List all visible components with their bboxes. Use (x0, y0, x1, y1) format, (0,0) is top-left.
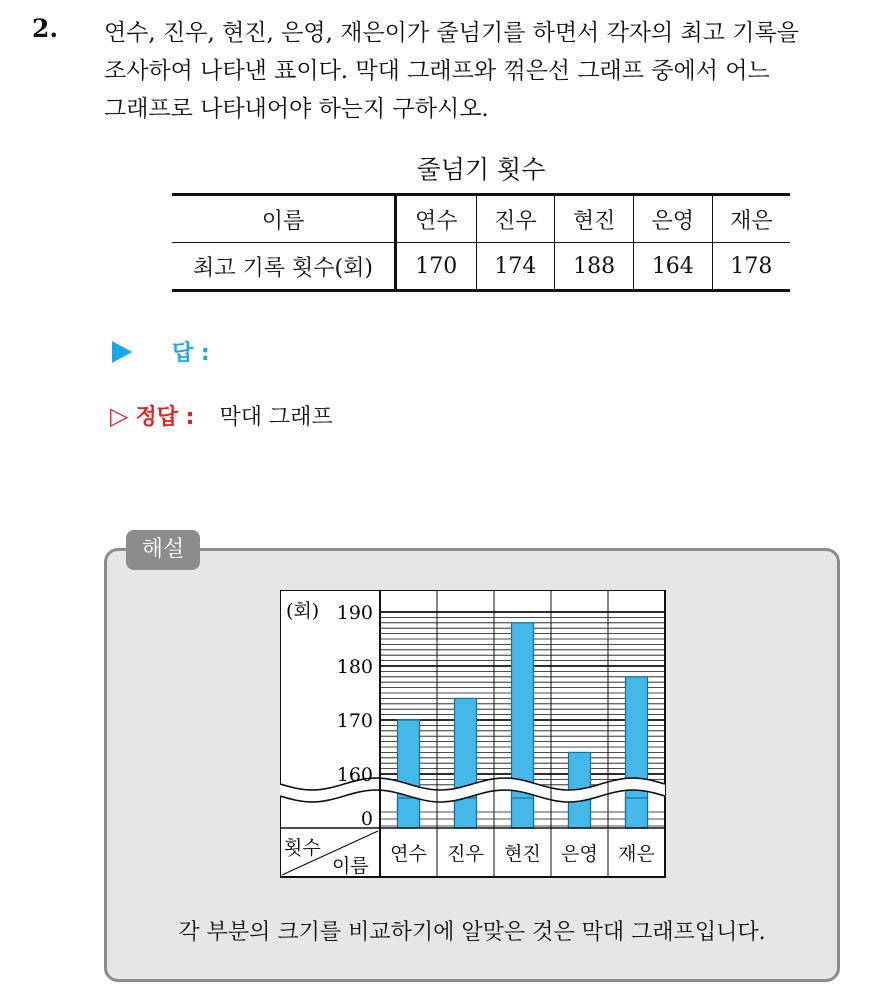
y-tick-label: 0 (360, 808, 373, 830)
category-label: 재은 (618, 843, 655, 865)
table-title: 줄넘기 횟수 (416, 155, 546, 184)
name-cell: 현진 (555, 195, 634, 243)
y-tick-label: 190 (336, 602, 373, 624)
value-cell: 164 (633, 243, 712, 291)
bar-base-연수 (398, 798, 420, 828)
bar-chart (280, 590, 670, 882)
answer-row (112, 336, 210, 367)
table-value-row (172, 243, 790, 291)
correct-answer-row (110, 400, 333, 431)
category-label: 진우 (447, 843, 484, 865)
question-number: 2. (32, 14, 59, 43)
name-cell: 은영 (633, 195, 712, 243)
bar-base-현진 (512, 798, 534, 828)
header-label: 이름 (172, 195, 396, 243)
category-label: 연수 (390, 843, 427, 865)
bar-base-재은 (626, 798, 648, 828)
category-label: 현진 (504, 843, 541, 865)
play-triangle-icon (112, 341, 132, 363)
name-cell: 진우 (476, 195, 555, 243)
value-cell: 188 (555, 243, 634, 291)
answer-label: 답 : (172, 341, 210, 366)
bar-base-진우 (455, 798, 477, 828)
corner-label-top: 횟수 (284, 837, 321, 859)
value-cell: 174 (476, 243, 555, 291)
y-tick-label: 180 (336, 656, 373, 678)
y-tick-label: 160 (336, 764, 373, 786)
value-cell: 170 (396, 243, 477, 291)
correct-label: 정답 : (135, 405, 195, 430)
category-label: 은영 (561, 843, 598, 865)
y-axis-unit: (회) (286, 600, 320, 622)
row-label: 최고 기록 횟수(회) (172, 243, 396, 291)
question-line: 그래프로 나타내어야 하는지 구하시오. (104, 96, 489, 122)
corner-label-bottom: 이름 (332, 855, 369, 877)
name-cell: 재은 (712, 195, 790, 243)
question-text (104, 14, 874, 128)
table-header-row (172, 195, 790, 243)
question-line: 조사하여 나타낸 표이다. 막대 그래프와 꺾은선 그래프 중에서 어느 (104, 58, 770, 84)
bar-현진 (512, 623, 534, 828)
explanation-text: 각 부분의 크기를 비교하기에 알맞은 것은 막대 그래프입니다. (178, 920, 766, 945)
records-table (172, 193, 790, 292)
correct-value: 막대 그래프 (219, 405, 333, 430)
outline-triangle-icon: ▷ (110, 402, 129, 430)
name-cell: 연수 (396, 195, 477, 243)
value-cell: 178 (712, 243, 790, 291)
y-tick-label: 170 (336, 710, 373, 732)
explanation-tag: 해설 (126, 530, 200, 570)
question-line: 연수, 진우, 현진, 은영, 재은이가 줄넘기를 하면서 각자의 최고 기록을 (104, 20, 799, 46)
